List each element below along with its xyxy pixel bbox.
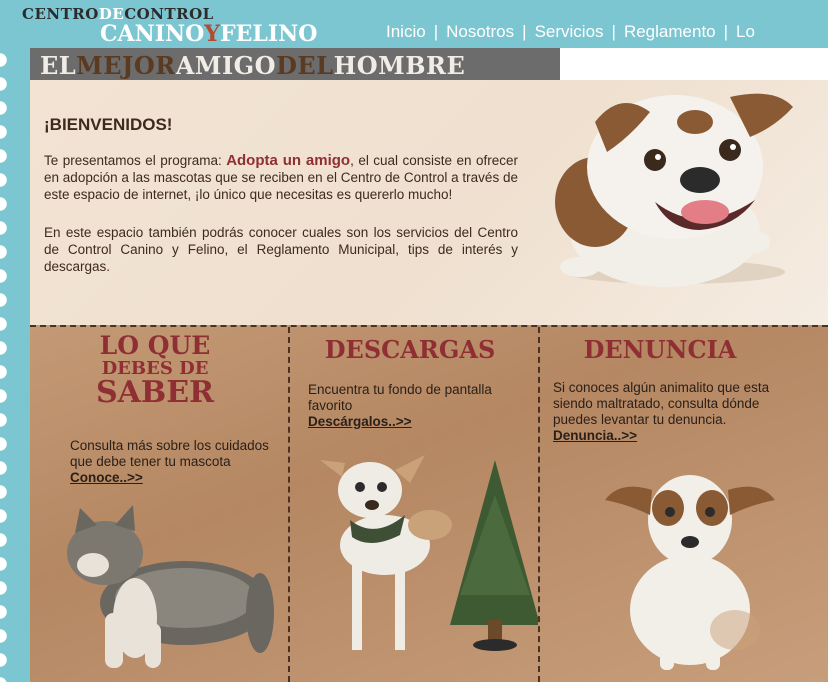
nav-separator: | xyxy=(433,22,439,41)
logo-word: CONTROL xyxy=(124,5,214,23)
slogan-word: AMIGO xyxy=(175,51,277,80)
nav-item-lo[interactable]: Lo xyxy=(736,22,755,41)
panel-title: DENUNCIA xyxy=(583,335,737,364)
welcome-paragraph-1 xyxy=(44,152,518,203)
nav-item-nosotros[interactable]: Nosotros xyxy=(446,22,515,41)
nav-separator: | xyxy=(611,22,616,41)
panel-descargas xyxy=(290,325,538,682)
panel-denuncia xyxy=(540,325,828,682)
nav-separator: | xyxy=(723,22,729,41)
logo-word: Y xyxy=(204,21,220,47)
slogan-word: HOMBRE xyxy=(333,51,466,80)
perforated-edge xyxy=(0,0,30,682)
panel-description: Consulta más sobre los cuidados que debe tener tu mascota xyxy=(70,438,269,469)
conoce-link[interactable]: Conoce..>> xyxy=(70,470,143,485)
nav-item-reglamento[interactable]: Reglamento xyxy=(623,22,716,41)
slogan-word: DEL xyxy=(276,51,334,80)
denuncia-link[interactable]: Denuncia..>> xyxy=(553,428,638,443)
nav-item-inicio[interactable]: Inicio xyxy=(386,22,426,41)
nav-separator: | xyxy=(522,22,527,41)
site-logo[interactable] xyxy=(22,6,317,46)
panel-title: SABER xyxy=(95,375,215,410)
panel-text xyxy=(70,438,270,486)
slogan-text xyxy=(40,51,465,80)
logo-word: FELINO xyxy=(219,21,318,47)
welcome-text: Te presentamos el programa: xyxy=(44,153,227,168)
logo-word: DE xyxy=(98,5,125,23)
welcome-text: , el cual consiste en ofrecer en adopción a las mascotas que se reciben en el Centro de Control a través de este espacio de internet, ¡lo único que necesitas es quererlo mucho! xyxy=(44,153,518,202)
logo-line-1 xyxy=(22,6,317,22)
panel-title: LO QUE xyxy=(99,331,211,360)
panel-title: DESCARGAS xyxy=(324,335,496,364)
kitten-image xyxy=(45,493,275,678)
panel-lo-que-debes-de-saber xyxy=(30,325,288,682)
descargalos-link[interactable]: Descárgalos..>> xyxy=(308,414,412,429)
panel-description: Encuentra tu fondo de pantalla favorito xyxy=(308,382,492,413)
header xyxy=(0,0,828,48)
chihuahua-tree-image xyxy=(290,455,538,680)
welcome-title: ¡BIENVENIDOS! xyxy=(44,115,173,134)
slogan-word: EL xyxy=(40,51,77,80)
panel-text xyxy=(308,382,498,430)
program-name: Adopta un amigo xyxy=(226,152,351,169)
logo-word: CANINO xyxy=(100,21,205,47)
main-nav xyxy=(386,22,755,42)
panel-description: Si conoces algún animalito que esta siendo maltratado, consulta dónde puedes levantar tu denuncia. xyxy=(553,380,770,427)
features-section xyxy=(30,325,828,682)
welcome-paragraph-2: En este espacio también podrás conocer cuales son los servicios del Centro de Control Canino y Felino, el Reglamento Municipal, tips de interés y descargas. xyxy=(44,225,518,274)
jack-russell-image xyxy=(590,460,790,680)
logo-word: CENTRO xyxy=(22,5,99,23)
bulldog-image xyxy=(525,82,805,287)
logo-line-2 xyxy=(100,22,317,46)
nav-item-servicios[interactable]: Servicios xyxy=(534,22,604,41)
slogan-bar xyxy=(30,48,560,80)
slogan-word: MEJOR xyxy=(76,51,176,80)
panel-text xyxy=(553,380,773,444)
panel-title: DEBES DE xyxy=(101,358,209,379)
